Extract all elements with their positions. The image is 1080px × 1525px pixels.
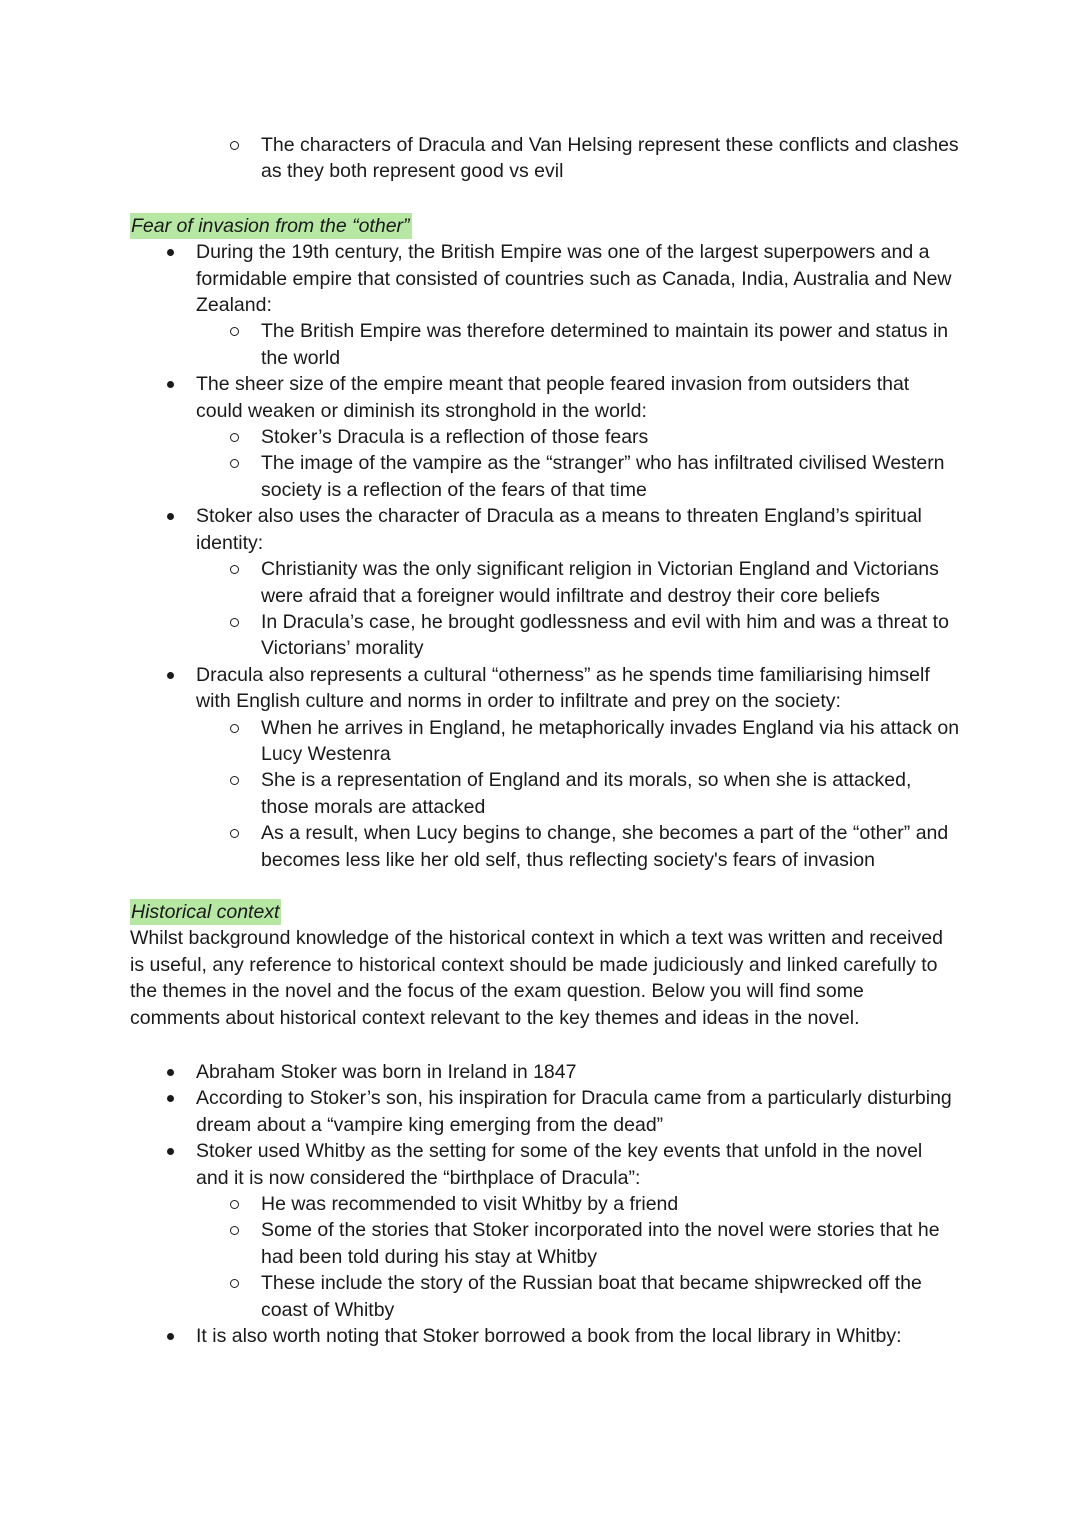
sub-bullet: The image of the vampire as the “stranger” who has infiltrated civilised Western society is a reflection of the fears of that time	[261, 450, 961, 503]
sub-bullet: Christianity was the only significant religion in Victorian England and Victorians were afraid that a foreigner would infiltrate and destroy their core beliefs	[261, 556, 961, 609]
bullet-item: It is also worth noting that Stoker borrowed a book from the local library in Whitby:	[196, 1323, 956, 1349]
sub-bullet: In Dracula’s case, he brought godlessness and evil with him and was a threat to Victorians’ morality	[261, 609, 961, 662]
sub-bullet: When he arrives in England, he metaphorically invades England via his attack on Lucy Westenra	[261, 715, 961, 768]
bullet-item: Stoker also uses the character of Dracula as a means to threaten England’s spiritual identity:	[196, 503, 956, 556]
intro-paragraph: Whilst background knowledge of the historical context in which a text was written and received is useful, any reference to historical context should be made judiciously and linked carefully to the themes in the novel and the focus of the exam question. Below you will find some comments about historical context relevant to the key themes and ideas in the novel.	[130, 927, 943, 1029]
bullet-item: Stoker used Whitby as the setting for some of the key events that unfold in the novel and it is now considered the “birthplace of Dracula”:	[196, 1138, 956, 1191]
bullet-item: During the 19th century, the British Empire was one of the largest superpowers and a formidable empire that consisted of countries such as Canada, India, Australia and New Zealand:	[196, 239, 956, 318]
sub-bullet: He was recommended to visit Whitby by a friend	[261, 1191, 961, 1217]
bullet-item: The sheer size of the empire meant that people feared invasion from outsiders that could weaken or diminish its stronghold in the world:	[196, 371, 956, 424]
sub-bullet: Some of the stories that Stoker incorporated into the novel were stories that he had been told during his stay at Whitby	[261, 1217, 961, 1270]
section-heading-historical-context: Historical context	[130, 899, 281, 925]
sub-bullet: These include the story of the Russian boat that became shipwrecked off the coast of Whitby	[261, 1270, 961, 1323]
sub-bullet: Stoker’s Dracula is a reflection of those fears	[261, 424, 961, 450]
sub-bullet: As a result, when Lucy begins to change, she becomes a part of the “other” and becomes less like her old self, thus reflecting society's fears of invasion	[261, 820, 961, 873]
document-page	[0, 132, 1080, 1349]
section-heading-fear-of-invasion: Fear of invasion from the “other”	[130, 213, 412, 239]
bullet-item: Abraham Stoker was born in Ireland in 1847	[196, 1059, 956, 1085]
sub-bullet: The characters of Dracula and Van Helsing represent these conflicts and clashes as they both represent good vs evil	[261, 132, 961, 185]
bullet-item: Dracula also represents a cultural “otherness” as he spends time familiarising himself with English culture and norms in order to infiltrate and prey on the society:	[196, 662, 956, 715]
bullet-item: According to Stoker’s son, his inspiration for Dracula came from a particularly disturbing dream about a “vampire king emerging from the dead”	[196, 1085, 956, 1138]
sub-bullet: She is a representation of England and its morals, so when she is attacked, those morals are attacked	[261, 767, 961, 820]
sub-bullet: The British Empire was therefore determined to maintain its power and status in the world	[261, 318, 961, 371]
